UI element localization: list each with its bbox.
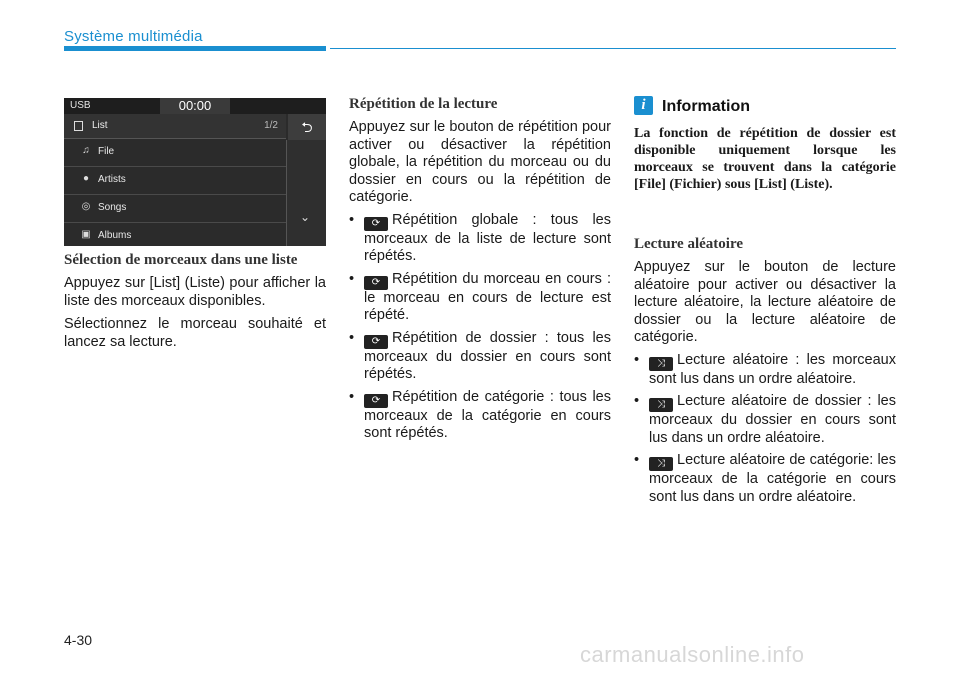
music-note-icon: ♫ <box>82 145 90 156</box>
info-icon: i <box>634 96 653 115</box>
list-item: • ⟳ Répétition globale : tous les morceaux de la liste de lecture sont répétés. <box>349 211 611 264</box>
list-icon <box>74 121 83 131</box>
page-indicator: 1/2 <box>264 120 278 131</box>
list-item: • ⟳ Répétition de dossier : tous les morceaux du dossier en cours sont répétés. <box>349 329 611 382</box>
repeat-all-icon: ⟳ <box>364 217 388 231</box>
heading-shuffle: Lecture aléatoire <box>634 236 743 252</box>
watermark: carmanualsonline.info <box>580 642 805 667</box>
person-icon: ● <box>82 173 90 184</box>
songs-icon: ◎ <box>81 201 91 212</box>
header-rule-thick <box>64 46 326 51</box>
back-arrow-icon: ⮌ <box>288 114 326 140</box>
list-item <box>64 139 286 167</box>
list-item <box>64 195 286 223</box>
column-2 <box>349 96 611 443</box>
scroll-column <box>286 140 326 246</box>
list-item: • ⟳ Répétition de catégorie : tous les morceaux de la catégorie en cours sont répétés. <box>349 388 611 441</box>
repeat-folder-icon: ⟳ <box>364 335 388 349</box>
source-label: USB <box>70 100 91 111</box>
list-label: List <box>92 120 108 131</box>
page-number: 4-30 <box>64 632 93 648</box>
column-1 <box>64 252 326 351</box>
shuffle-icon: ⤨ <box>649 357 673 371</box>
bullet-text: Lecture aléatoire de dossier : les morceaux du dossier en cours sont lus dans un ordre aléatoire. <box>649 393 896 446</box>
bullet-text: Répétition du morceau en cours : le morceau en cours de lecture est répété. <box>364 270 611 323</box>
column-3 <box>634 236 896 506</box>
chevron-down-icon: ⌄ <box>300 210 311 224</box>
bullet-text: Lecture aléatoire de catégorie: les morceaux de la catégorie en cours sont lus dans un ordre aléatoire. <box>649 452 896 505</box>
shuffle-category-icon: ⤨ <box>649 457 673 471</box>
paragraph: Sélectionnez le morceau souhaité et lancez sa lecture. <box>64 316 326 350</box>
paragraph: Appuyez sur le bouton de répétition pour activer ou désactiver la répétition globale, la répétition du morceau ou du dossier en cours ou la répétition de catégorie. <box>349 119 611 205</box>
heading-repeat: Répétition de la lecture <box>349 96 498 112</box>
list-item-label: Artists <box>98 174 126 185</box>
repeat-one-icon: ⟳ <box>364 276 388 290</box>
section-title: Système multimédia <box>64 28 203 45</box>
repeat-category-icon: ⟳ <box>364 394 388 408</box>
shuffle-folder-icon: ⤨ <box>649 398 673 412</box>
list-item: • ⤨ Lecture aléatoire de catégorie: les morceaux de la catégorie en cours sont lus dans un ordre aléatoire. <box>634 452 896 505</box>
info-text: La fonction de répétition de dossier est disponible uniquement lorsque les morceaux se trouvent dans la catégorie [File] (Fichier) sous [List] (Liste). <box>634 126 896 192</box>
list-item <box>64 167 286 195</box>
list-item: • ⟳ Répétition du morceau en cours : le morceau en cours de lecture est répété. <box>349 270 611 323</box>
screen-topbar <box>64 98 326 114</box>
list-item-label: File <box>98 146 115 157</box>
bullet-text: Lecture aléatoire : les morceaux sont lus dans un ordre aléatoire. <box>649 351 896 387</box>
list-item <box>64 223 286 246</box>
usb-list-screen <box>64 98 326 246</box>
bullet-text: Répétition de dossier : tous les morceaux du dossier en cours sont répétés. <box>364 329 611 382</box>
list-header <box>64 114 286 139</box>
header-rule-thin <box>330 48 896 49</box>
list-item: • ⤨ Lecture aléatoire : les morceaux sont lus dans un ordre aléatoire. <box>634 351 896 387</box>
list-item-label: Songs <box>98 202 127 213</box>
info-title: Information <box>662 98 750 115</box>
heading-song-selection: Sélection de morceaux dans une liste <box>64 252 298 268</box>
paragraph: Appuyez sur [List] (Liste) pour afficher la liste des morceaux disponibles. <box>64 275 326 309</box>
list-item-label: Albums <box>98 230 132 241</box>
paragraph: Appuyez sur le bouton de lecture aléatoire pour activer ou désactiver la lecture aléatoire, la lecture aléatoire de dossier ou la lecture aléatoire de catégorie. <box>634 259 896 345</box>
album-icon: ▣ <box>81 229 91 240</box>
bullet-text: Répétition de catégorie : tous les morceaux de la catégorie en cours sont répétés. <box>364 388 611 441</box>
bullet-text: Répétition globale : tous les morceaux de la liste de lecture sont répétés. <box>364 211 611 264</box>
list-item: • ⤨ Lecture aléatoire de dossier : les morceaux du dossier en cours sont lus dans un ordre aléatoire. <box>634 393 896 446</box>
clock-display: 00:00 <box>160 98 230 114</box>
